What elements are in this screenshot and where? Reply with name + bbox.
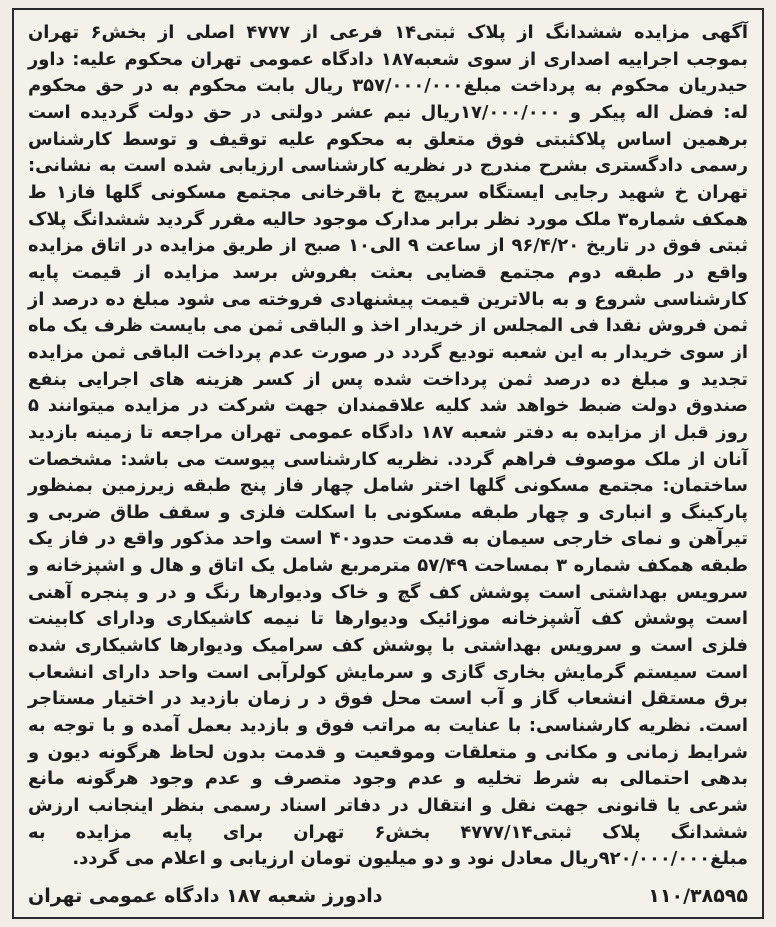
court-officer-signature-line: دادورز شعبه ۱۸۷ دادگاه عمومی تهران [28,885,383,907]
notice-reference-number: ۱۱۰/۳۸۵۹۵ [648,885,748,907]
notice-footer [28,879,748,913]
auction-notice-text: آگهی مزایده ششدانگ از پلاک ثبتی۱۴ فرعی از ۴۷۷۷ اصلی از بخش۶ تهران بموجب اجراییه اصداری از سوی شعبه۱۸۷ دادگاه عمومی تهران محکوم علیه: داور حیدریان محکوم به پرداخت مبلغ۳۵۷/۰۰۰/۰۰۰ ریال بابت محکوم به در حق محکوم له: فضل اله پیکر و ۱۷/۰۰۰/۰۰۰ریال نیم عشر دولتی در حق دولت گردیده است برهمین اساس پلاکثبتی فوق متعلق به محکوم علیه توقیف و توسط کارشناس رسمی دادگستری بشرح مندرج در نظریه کارشناسی ارزیابی شده است به نشانی: تهران خ شهید رجایی ایستگاه سرپیچ خ باقرخانی مجتمع مسکونی گلها فاز۱ ط همکف شماره۳ ملک مورد نظر برابر مدارک موجود حالیه مقرر گردید ششدانگ پلاک ثبتی فوق در تاریخ ۹۶/۴/۲۰ از ساعت ۹ الی۱۰ صبح از طریق مزایده در اتاق مزایده واقع در طبقه دوم مجتمع قضایی بعثت بفروش برسد مزایده از قیمت پایه کارشناسی شروع و به بالاترین قیمت پیشنهادی فروخته می شود مبلغ ده درصد از ثمن فروش نقدا فی المجلس از خریدار اخذ و الباقی ثمن می بایست ظرف یک ماه از سوی خریدار به این شعبه تودیع گردد در صورت عدم پرداخت الباقی ثمن مزایده تجدید و مبلغ ده درصد ثمن پرداخت شده پس از کسر هزینه های اجرایی بنفع صندوق دولت ضبط خواهد شد کلیه علاقمندان جهت شرکت در مزایده میتوانند ۵ روز قبل از مزایده به دفتر شعبه ۱۸۷ دادگاه عمومی تهران مراجعه تا زمینه بازدید آنان از ملک موصوف فراهم گردد. نظریه کارشناسی پیوست می باشد: مشخصات ساختمان: مجتمع مسکونی گلها اختر شامل چهار فاز پنج طبقه زیرزمین بمنظور پارکینگ و انباری و چهار طبقه مسکونی با اسکلت فلزی و سقف طاق ضربی و تیرآهن و نمای خارجی سیمان به قدمت حدود۴۰ است واحد مذکور واقع در فاز یک طبقه همکف شماره ۳ بمساحت ۵۷/۴۹ مترمربع شامل یک اتاق و هال و اشپزخانه و سرویس بهداشتی است پوشش کف گچ و خاک ودیوارها رنگ و در و پنجره آهنی است پوشش کف آشپزخانه موزائیک ودیوارها تا نیمه کاشیکاری ودارای کابینت فلزی است و سرویس بهداشتی با پوشش کف سرامیک ودیوارها کاشیکاری شده است سیستم گرمایش بخاری گازی و سرمایش کولرآبی است واحد دارای انشعاب برق مستقل انشعاب گاز و آب است محل فوق د ر زمان بازدید در اختیار مستاجر است. نظریه کارشناسی: با عنایت به مراتب فوق و بازدید بعمل آمده و با توجه به شرایط زمانی و مکانی و متعلقات وموقعیت و قدمت بدون لحاظ هرگونه دیون و بدهی احتمالی به شرط تخلیه و عدم وجود متصرف و عدم وجود هرگونه مانع شرعی یا قانونی جهت نقل و انتقال در دفاتر اسناد رسمی بنظر اینجانب ارزش ششدانگ پلاک ثبتی۴۷۷۷/۱۴ بخش۶ تهران برای پایه مزایده به مبلغ۹۲۰/۰۰۰/۰۰۰ریال معادل نود و دو میلیون تومان ارزیابی و اعلام می گردد. [28,22,749,870]
notice-frame [12,8,764,919]
